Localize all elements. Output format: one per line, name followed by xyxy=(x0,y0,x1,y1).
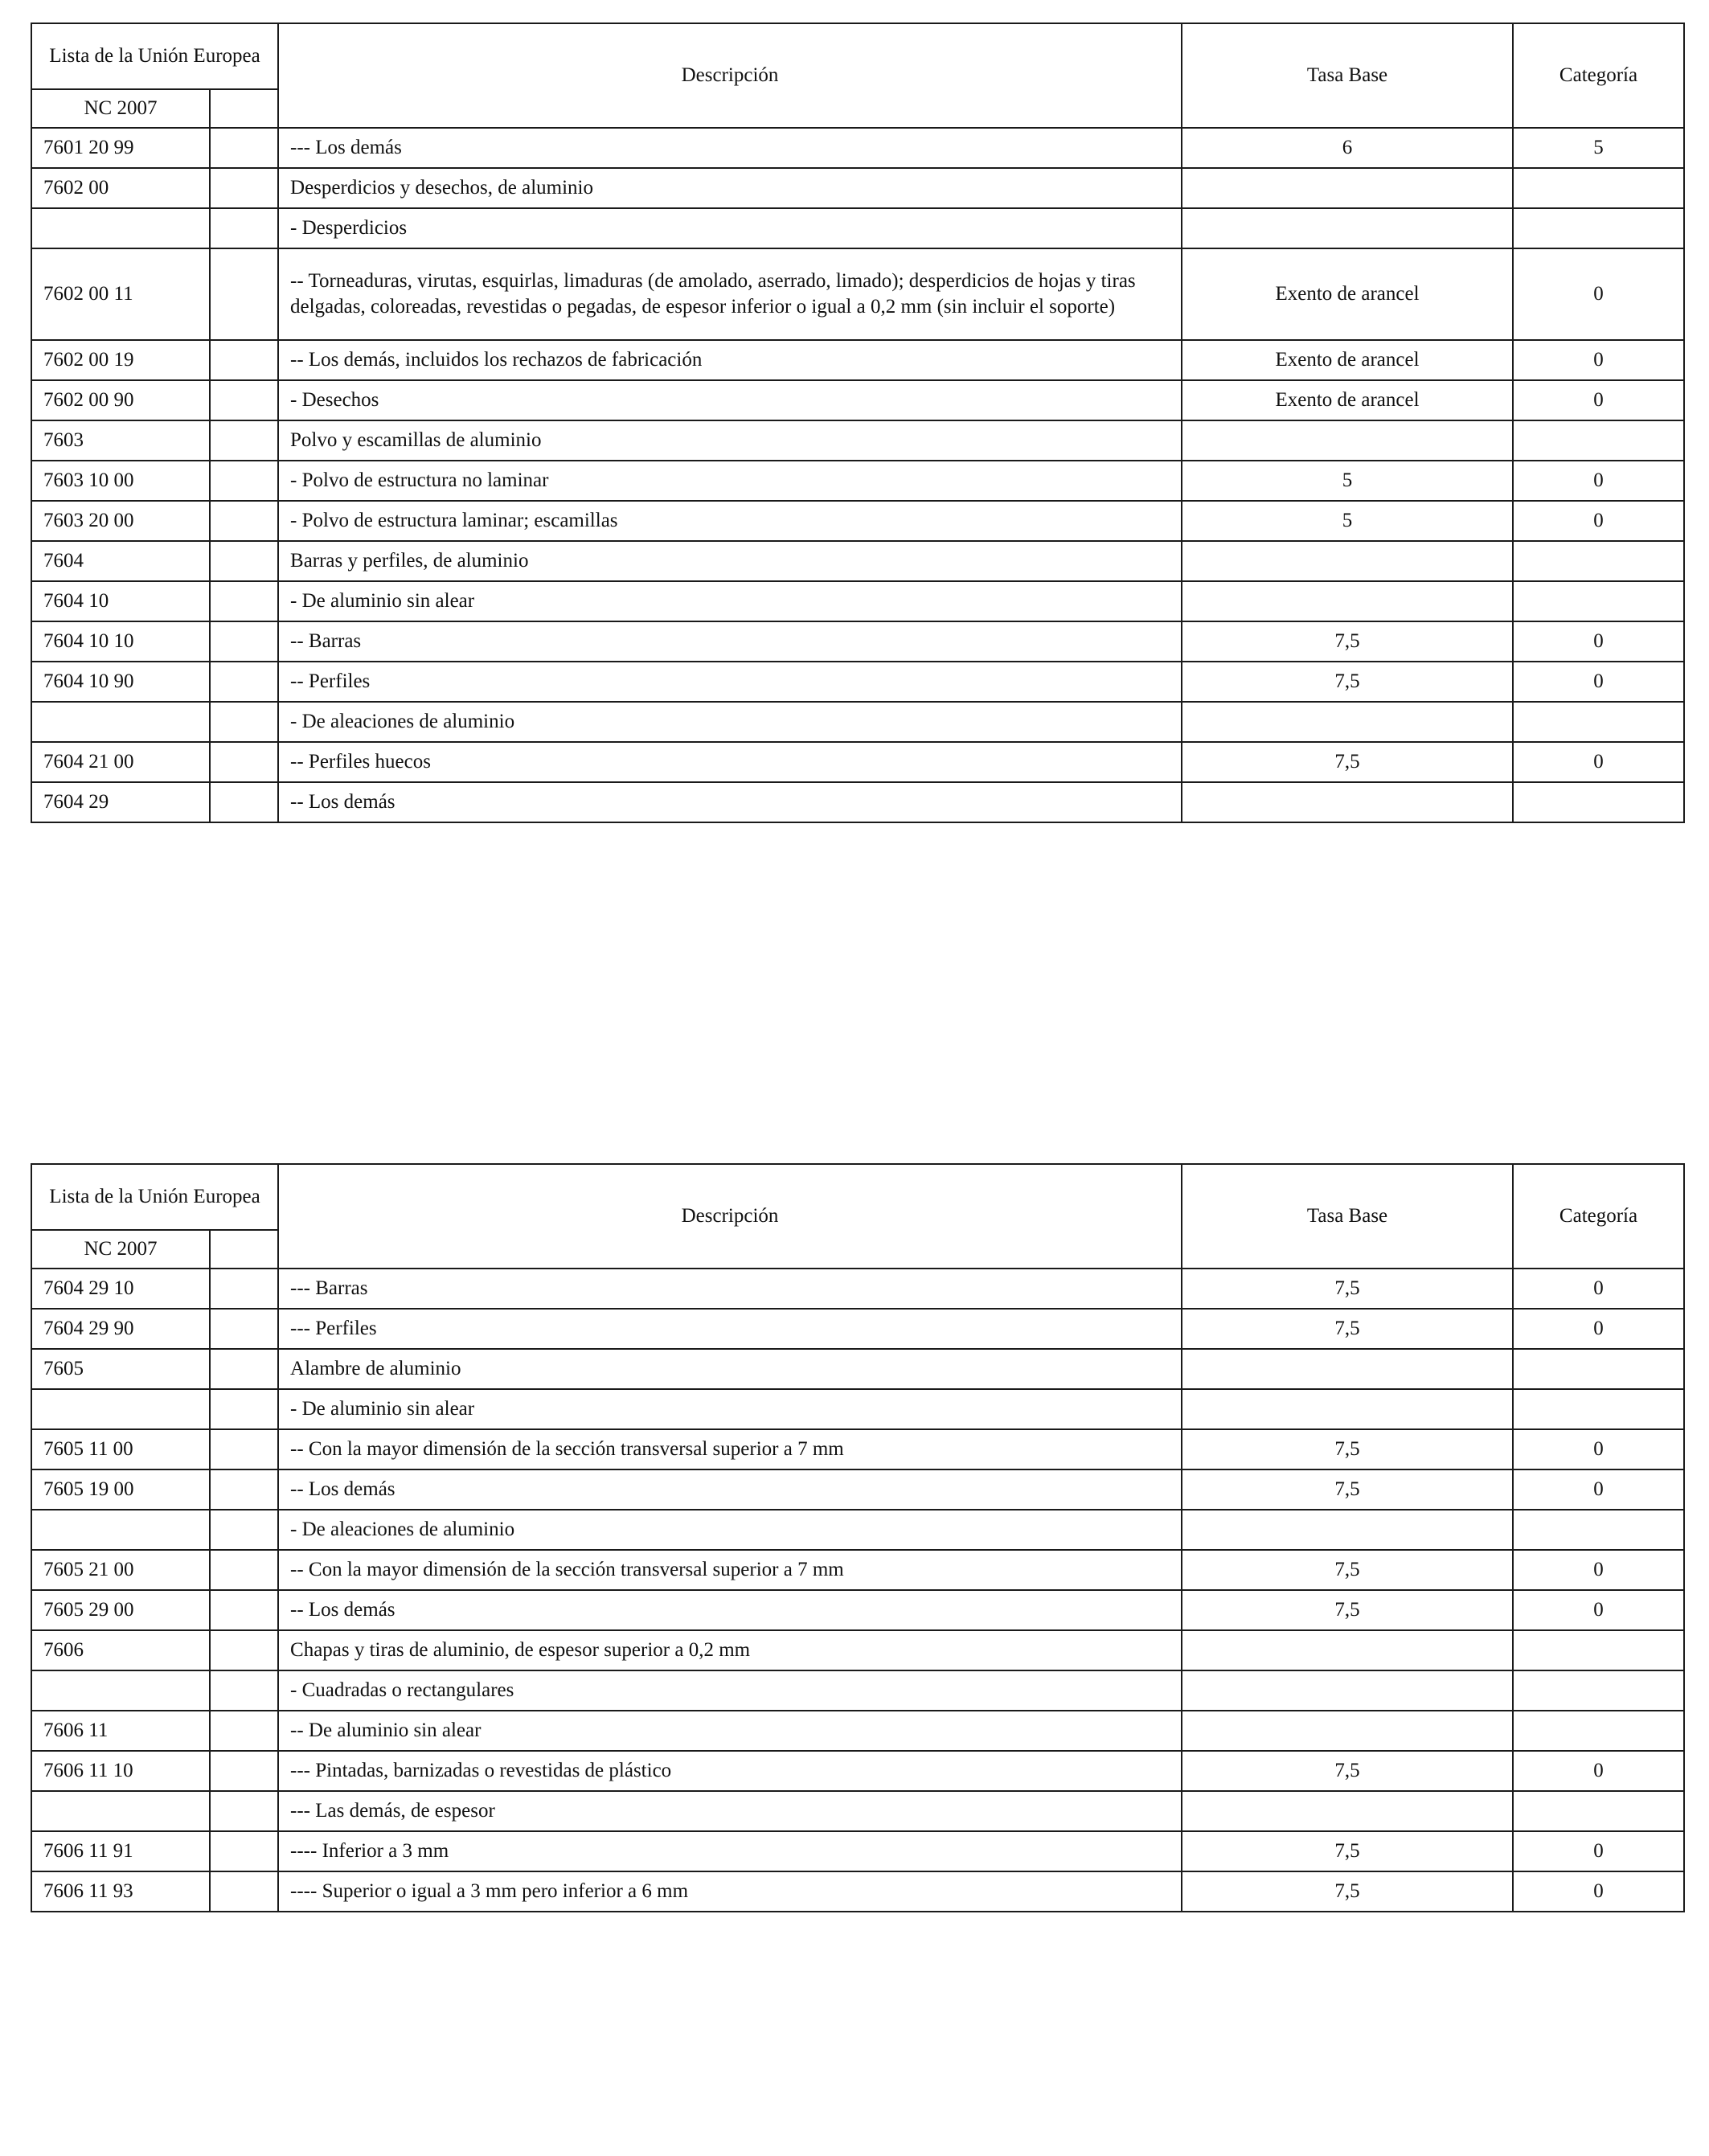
tariff-code-cell: 7603 xyxy=(31,420,210,461)
sub-code-cell xyxy=(210,1309,278,1349)
description-cell: -- Los demás xyxy=(278,1469,1182,1510)
base-rate-cell xyxy=(1182,581,1513,621)
tariff-code-cell: 7602 00 xyxy=(31,168,210,208)
table-row xyxy=(31,1630,1684,1670)
sub-code-cell xyxy=(210,1670,278,1711)
base-rate-cell xyxy=(1182,1711,1513,1751)
table-row xyxy=(31,662,1684,702)
description-cell: -- Con la mayor dimensión de la sección transversal superior a 7 mm xyxy=(278,1550,1182,1590)
sub-code-cell xyxy=(210,1429,278,1469)
table-row xyxy=(31,702,1684,742)
table-row xyxy=(31,541,1684,581)
table-row xyxy=(31,621,1684,662)
tariff-code-cell: 7601 20 99 xyxy=(31,128,210,168)
table-row xyxy=(31,1510,1684,1550)
category-cell: 0 xyxy=(1513,1590,1684,1630)
sub-code-cell xyxy=(210,1791,278,1831)
description-cell: Desperdicios y desechos, de aluminio xyxy=(278,168,1182,208)
category-cell xyxy=(1513,1711,1684,1751)
tariff-code-cell: 7606 11 91 xyxy=(31,1831,210,1871)
tariff-code-cell: 7605 xyxy=(31,1349,210,1389)
table-row xyxy=(31,420,1684,461)
tariff-code-cell: 7604 xyxy=(31,541,210,581)
tariff-code-cell: 7603 20 00 xyxy=(31,501,210,541)
description-cell: - Polvo de estructura laminar; escamillas xyxy=(278,501,1182,541)
description-cell: - De aleaciones de aluminio xyxy=(278,1510,1182,1550)
table-row xyxy=(31,1469,1684,1510)
category-cell: 0 xyxy=(1513,461,1684,501)
tariff-code-cell: 7605 29 00 xyxy=(31,1590,210,1630)
base-rate-cell: 7,5 xyxy=(1182,621,1513,662)
table-row xyxy=(31,501,1684,541)
tariff-code-cell: 7602 00 90 xyxy=(31,380,210,420)
table-row xyxy=(31,340,1684,380)
sub-code-cell xyxy=(210,782,278,822)
table-row xyxy=(31,1670,1684,1711)
description-cell: - Desechos xyxy=(278,380,1182,420)
sub-code-cell xyxy=(210,1510,278,1550)
blank-header-cell xyxy=(210,1230,278,1269)
description-cell: - Cuadradas o rectangulares xyxy=(278,1670,1182,1711)
table-row xyxy=(31,1309,1684,1349)
category-cell: 0 xyxy=(1513,1469,1684,1510)
tariff-code-cell: 7606 11 10 xyxy=(31,1751,210,1791)
table-row xyxy=(31,248,1684,340)
tariff-code-cell: 7605 11 00 xyxy=(31,1429,210,1469)
category-cell: 0 xyxy=(1513,248,1684,340)
tariff-code-cell xyxy=(31,702,210,742)
sub-code-cell xyxy=(210,128,278,168)
tariff-table-2 xyxy=(31,1163,1685,1912)
table-row xyxy=(31,742,1684,782)
description-cell: --- Pintadas, barnizadas o revestidas de plástico xyxy=(278,1751,1182,1791)
sub-code-cell xyxy=(210,1590,278,1630)
sub-code-cell xyxy=(210,1349,278,1389)
category-cell: 0 xyxy=(1513,1831,1684,1871)
base-rate-cell: Exento de arancel xyxy=(1182,248,1513,340)
sub-code-cell xyxy=(210,1630,278,1670)
base-rate-cell: 5 xyxy=(1182,501,1513,541)
category-cell: 0 xyxy=(1513,621,1684,662)
tariff-code-cell xyxy=(31,1670,210,1711)
base-rate-header: Tasa Base xyxy=(1182,23,1513,128)
sub-code-cell xyxy=(210,621,278,662)
base-rate-cell xyxy=(1182,1389,1513,1429)
category-cell: 0 xyxy=(1513,501,1684,541)
category-cell xyxy=(1513,1349,1684,1389)
description-cell: --- Barras xyxy=(278,1269,1182,1309)
category-cell: 0 xyxy=(1513,742,1684,782)
blank-header-cell xyxy=(210,89,278,128)
description-cell: --- Los demás xyxy=(278,128,1182,168)
eu-list-header: Lista de la Unión Europea xyxy=(31,1164,278,1230)
sub-code-cell xyxy=(210,208,278,248)
base-rate-cell: Exento de arancel xyxy=(1182,380,1513,420)
base-rate-cell: 6 xyxy=(1182,128,1513,168)
table-row xyxy=(31,782,1684,822)
description-header: Descripción xyxy=(278,1164,1182,1269)
base-rate-cell: 5 xyxy=(1182,461,1513,501)
tariff-code-cell: 7604 29 10 xyxy=(31,1269,210,1309)
sub-code-cell xyxy=(210,380,278,420)
tariff-code-cell xyxy=(31,1389,210,1429)
table-row xyxy=(31,1550,1684,1590)
sub-code-cell xyxy=(210,420,278,461)
table-row xyxy=(31,581,1684,621)
description-cell: Chapas y tiras de aluminio, de espesor superior a 0,2 mm xyxy=(278,1630,1182,1670)
table-row xyxy=(31,1269,1684,1309)
tariff-code-cell: 7606 11 93 xyxy=(31,1871,210,1912)
table-row xyxy=(31,1831,1684,1871)
base-rate-cell: 7,5 xyxy=(1182,1550,1513,1590)
table-header-row xyxy=(31,23,1684,89)
tariff-code-cell: 7604 10 xyxy=(31,581,210,621)
base-rate-cell: 7,5 xyxy=(1182,1590,1513,1630)
table-row xyxy=(31,1389,1684,1429)
tariff-table-1 xyxy=(31,23,1685,823)
category-cell xyxy=(1513,702,1684,742)
tariff-code-cell: 7604 10 10 xyxy=(31,621,210,662)
tariff-code-cell: 7604 29 xyxy=(31,782,210,822)
category-header: Categoría xyxy=(1513,23,1684,128)
tariff-code-cell: 7604 29 90 xyxy=(31,1309,210,1349)
sub-code-cell xyxy=(210,541,278,581)
description-cell: - De aluminio sin alear xyxy=(278,581,1182,621)
sub-code-cell xyxy=(210,662,278,702)
base-rate-cell xyxy=(1182,420,1513,461)
sub-code-cell xyxy=(210,702,278,742)
category-cell: 0 xyxy=(1513,1871,1684,1912)
table-row xyxy=(31,1751,1684,1791)
table-header-row xyxy=(31,1164,1684,1230)
category-cell xyxy=(1513,1630,1684,1670)
description-header: Descripción xyxy=(278,23,1182,128)
tariff-code-cell: 7606 11 xyxy=(31,1711,210,1751)
category-cell: 0 xyxy=(1513,340,1684,380)
base-rate-cell: Exento de arancel xyxy=(1182,340,1513,380)
base-rate-cell: 7,5 xyxy=(1182,1309,1513,1349)
table-row xyxy=(31,1349,1684,1389)
table-row xyxy=(31,128,1684,168)
sub-code-cell xyxy=(210,461,278,501)
tariff-code-cell: 7604 10 90 xyxy=(31,662,210,702)
tariff-code-cell xyxy=(31,208,210,248)
description-cell: -- Los demás, incluidos los rechazos de fabricación xyxy=(278,340,1182,380)
description-cell: Alambre de aluminio xyxy=(278,1349,1182,1389)
tariff-code-cell: 7604 21 00 xyxy=(31,742,210,782)
table-row xyxy=(31,168,1684,208)
table-row xyxy=(31,380,1684,420)
sub-code-cell xyxy=(210,168,278,208)
category-cell: 0 xyxy=(1513,1269,1684,1309)
base-rate-cell: 7,5 xyxy=(1182,1469,1513,1510)
description-cell: Barras y perfiles, de aluminio xyxy=(278,541,1182,581)
description-cell: -- Perfiles xyxy=(278,662,1182,702)
sub-code-cell xyxy=(210,501,278,541)
base-rate-cell xyxy=(1182,1670,1513,1711)
nc-header: NC 2007 xyxy=(31,1230,210,1269)
category-cell xyxy=(1513,1510,1684,1550)
table-1-body xyxy=(31,23,1684,822)
category-cell: 0 xyxy=(1513,1429,1684,1469)
base-rate-cell xyxy=(1182,541,1513,581)
description-cell: --- Perfiles xyxy=(278,1309,1182,1349)
base-rate-cell: 7,5 xyxy=(1182,1871,1513,1912)
description-cell: - Polvo de estructura no laminar xyxy=(278,461,1182,501)
tariff-code-cell xyxy=(31,1791,210,1831)
category-cell xyxy=(1513,420,1684,461)
tariff-code-cell: 7606 xyxy=(31,1630,210,1670)
base-rate-cell: 7,5 xyxy=(1182,742,1513,782)
base-rate-cell xyxy=(1182,702,1513,742)
base-rate-header: Tasa Base xyxy=(1182,1164,1513,1269)
base-rate-cell xyxy=(1182,1510,1513,1550)
base-rate-cell xyxy=(1182,168,1513,208)
category-cell xyxy=(1513,208,1684,248)
category-cell: 0 xyxy=(1513,1309,1684,1349)
base-rate-cell: 7,5 xyxy=(1182,1429,1513,1469)
eu-list-header: Lista de la Unión Europea xyxy=(31,23,278,89)
tariff-code-cell: 7603 10 00 xyxy=(31,461,210,501)
table-row xyxy=(31,1590,1684,1630)
description-cell: - Desperdicios xyxy=(278,208,1182,248)
sub-code-cell xyxy=(210,1711,278,1751)
category-cell xyxy=(1513,168,1684,208)
sub-code-cell xyxy=(210,340,278,380)
description-cell: -- Perfiles huecos xyxy=(278,742,1182,782)
category-cell xyxy=(1513,782,1684,822)
base-rate-cell xyxy=(1182,1791,1513,1831)
category-cell xyxy=(1513,1670,1684,1711)
base-rate-cell: 7,5 xyxy=(1182,1831,1513,1871)
sub-code-cell xyxy=(210,1269,278,1309)
category-cell: 5 xyxy=(1513,128,1684,168)
description-cell: -- De aluminio sin alear xyxy=(278,1711,1182,1751)
sub-code-cell xyxy=(210,1469,278,1510)
table-row xyxy=(31,1871,1684,1912)
category-header: Categoría xyxy=(1513,1164,1684,1269)
category-cell: 0 xyxy=(1513,1550,1684,1590)
category-cell xyxy=(1513,581,1684,621)
description-cell: --- Las demás, de espesor xyxy=(278,1791,1182,1831)
sub-code-cell xyxy=(210,742,278,782)
table-row xyxy=(31,1711,1684,1751)
tariff-code-cell: 7605 21 00 xyxy=(31,1550,210,1590)
category-cell: 0 xyxy=(1513,1751,1684,1791)
tariff-code-cell: 7602 00 19 xyxy=(31,340,210,380)
sub-code-cell xyxy=(210,1550,278,1590)
description-cell: -- Barras xyxy=(278,621,1182,662)
category-cell xyxy=(1513,1791,1684,1831)
category-cell xyxy=(1513,1389,1684,1429)
tariff-code-cell: 7605 19 00 xyxy=(31,1469,210,1510)
sub-code-cell xyxy=(210,1389,278,1429)
base-rate-cell xyxy=(1182,1349,1513,1389)
category-cell: 0 xyxy=(1513,380,1684,420)
base-rate-cell: 7,5 xyxy=(1182,662,1513,702)
base-rate-cell xyxy=(1182,208,1513,248)
description-cell: -- Los demás xyxy=(278,1590,1182,1630)
base-rate-cell xyxy=(1182,1630,1513,1670)
description-cell: ---- Superior o igual a 3 mm pero inferior a 6 mm xyxy=(278,1871,1182,1912)
description-cell: -- Los demás xyxy=(278,782,1182,822)
table-2-body xyxy=(31,1164,1684,1912)
description-cell: - De aluminio sin alear xyxy=(278,1389,1182,1429)
category-cell: 0 xyxy=(1513,662,1684,702)
tariff-code-cell: 7602 00 11 xyxy=(31,248,210,340)
description-cell: - De aleaciones de aluminio xyxy=(278,702,1182,742)
sub-code-cell xyxy=(210,581,278,621)
nc-header: NC 2007 xyxy=(31,89,210,128)
tariff-code-cell xyxy=(31,1510,210,1550)
base-rate-cell: 7,5 xyxy=(1182,1751,1513,1791)
table-row xyxy=(31,461,1684,501)
description-cell: Polvo y escamillas de aluminio xyxy=(278,420,1182,461)
description-cell: ---- Inferior a 3 mm xyxy=(278,1831,1182,1871)
sub-code-cell xyxy=(210,1831,278,1871)
description-cell: -- Con la mayor dimensión de la sección transversal superior a 7 mm xyxy=(278,1429,1182,1469)
table-row xyxy=(31,208,1684,248)
category-cell xyxy=(1513,541,1684,581)
base-rate-cell xyxy=(1182,782,1513,822)
table-row xyxy=(31,1429,1684,1469)
sub-code-cell xyxy=(210,248,278,340)
base-rate-cell: 7,5 xyxy=(1182,1269,1513,1309)
description-cell: -- Torneaduras, virutas, esquirlas, limaduras (de amolado, aserrado, limado); desperdicios de hojas y tiras delgadas, coloreadas, revestidas o pegadas, de espesor inferior o igual a 0,2 mm (sin incluir el soporte) xyxy=(278,248,1182,340)
sub-code-cell xyxy=(210,1751,278,1791)
table-row xyxy=(31,1791,1684,1831)
sub-code-cell xyxy=(210,1871,278,1912)
